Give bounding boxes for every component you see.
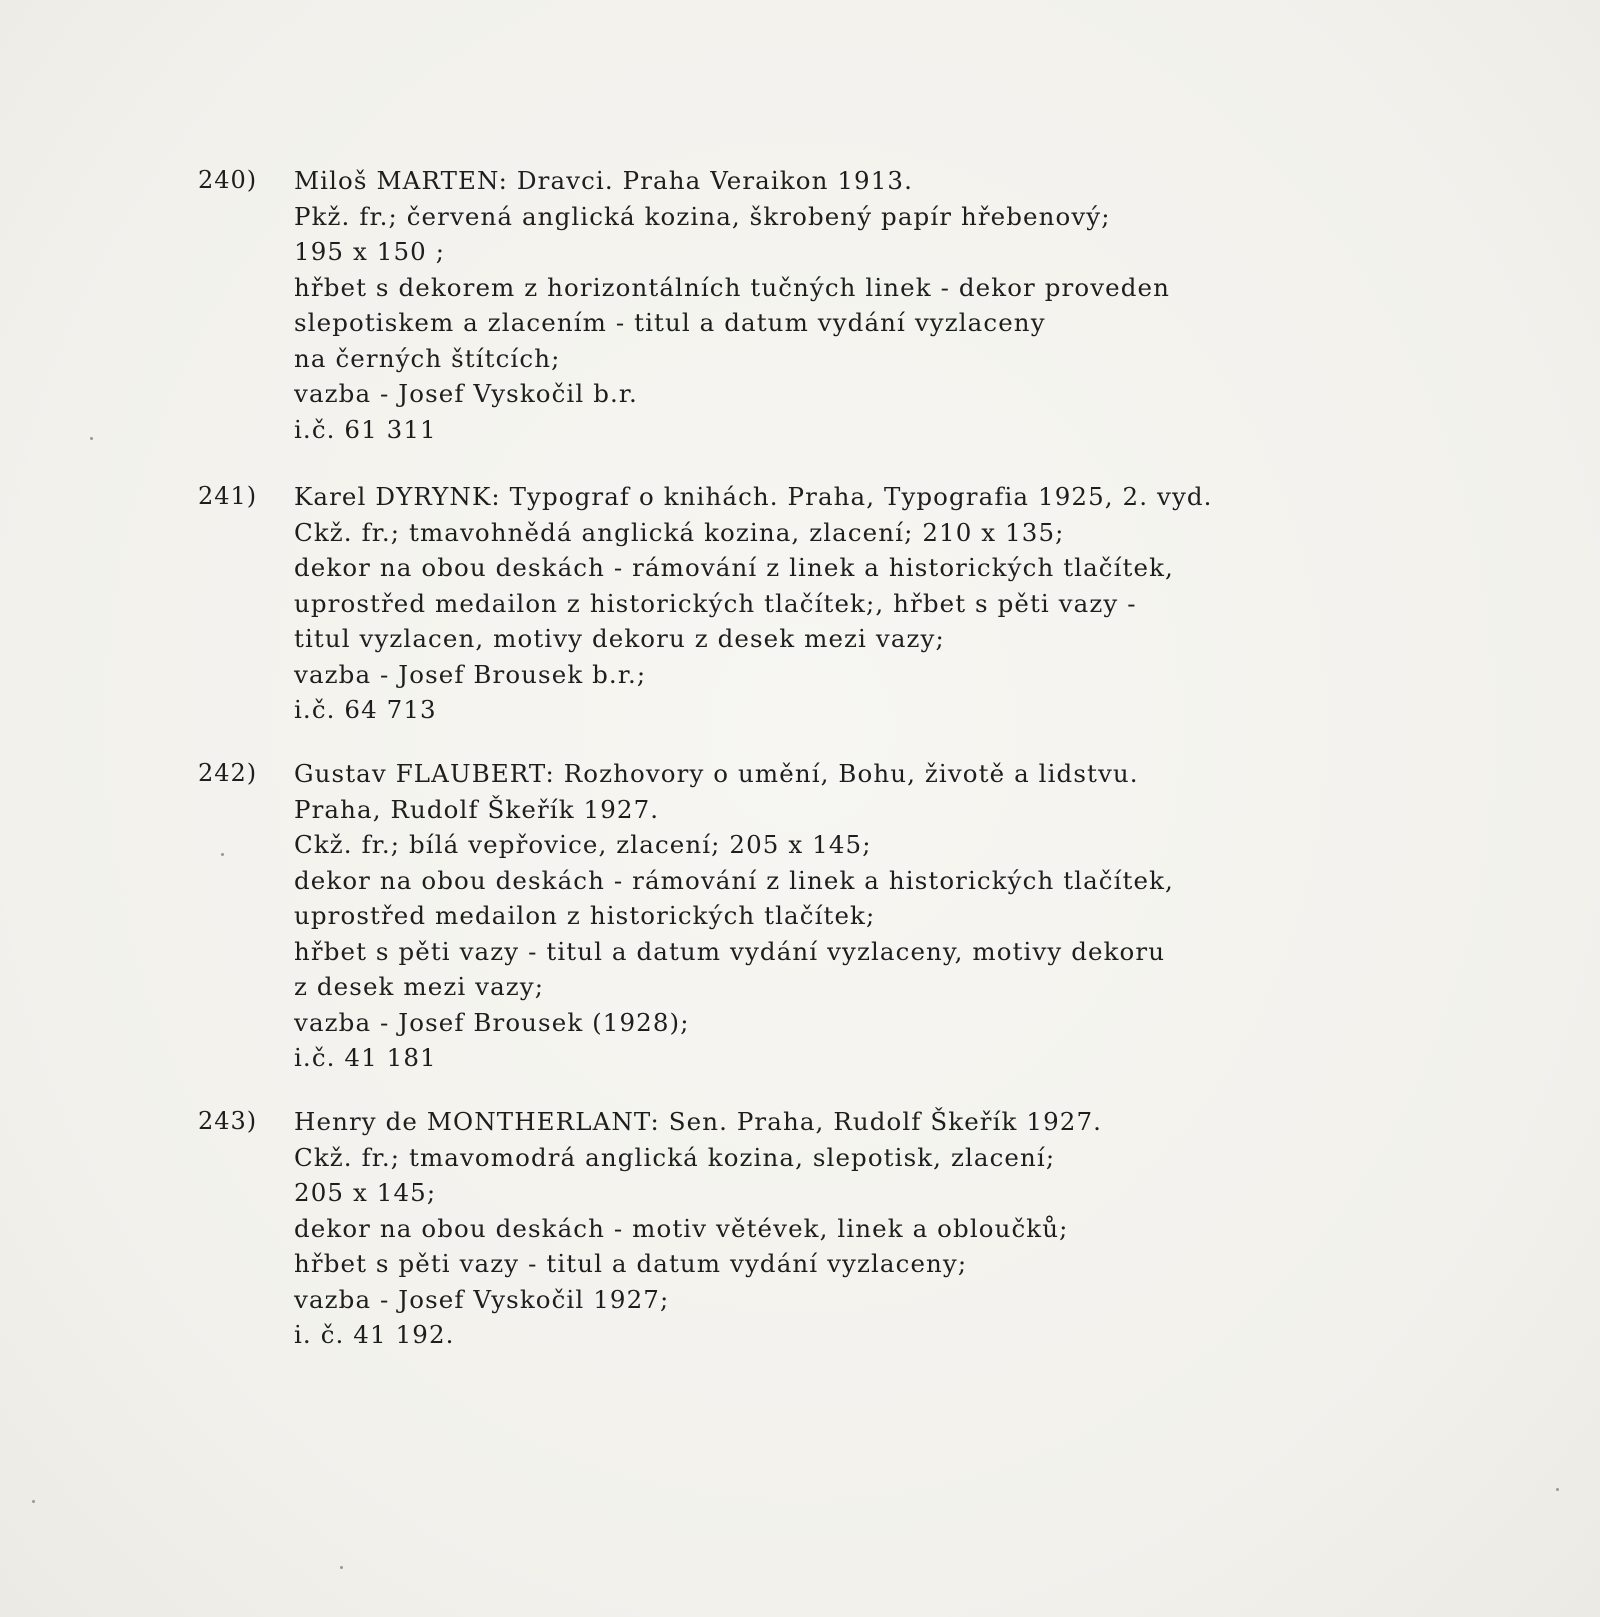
paper-speck [32, 1500, 35, 1503]
paper-speck [221, 853, 224, 856]
entry-line: uprostřed medailon z historických tlačítek; [294, 901, 876, 930]
entry-number: 243) [198, 1107, 258, 1135]
entry-text [294, 479, 1434, 728]
entry-line: Praha, Rudolf Škeřík 1927. [294, 794, 660, 824]
entry-title-line: Miloš MARTEN: Dravci. Praha Veraikon 1913. [294, 166, 914, 195]
entry-title-line: Henry de MONTHERLANT: Sen. Praha, Rudolf Škeřík 1927. [294, 1107, 1103, 1136]
entry-line: slepotiskem a zlacením - titul a datum vydání vyzlaceny [294, 308, 1046, 337]
entry-binder-line: vazba - Josef Vyskočil b.r. [294, 379, 638, 408]
entry-line: titul vyzlacen, motivy dekoru z desek mezi vazy; [294, 624, 945, 653]
entry-line: Ckž. fr.; bílá vepřovice, zlacení; 205 x 145; [294, 830, 872, 859]
entry-line: hřbet s pěti vazy - titul a datum vydání vyzlaceny, motivy dekoru [294, 936, 1166, 966]
entry-line: dekor na obou deskách - rámování z linek a historických tlačítek, [294, 553, 1174, 582]
entry-binder-line: vazba - Josef Brousek b.r.; [294, 659, 647, 689]
paper-speck [340, 1566, 343, 1569]
entry-title-line: Karel DYRYNK: Typograf o knihách. Praha, Typografia 1925, 2. vyd. [294, 482, 1213, 511]
entry-line: Ckž. fr.; tmavomodrá anglická kozina, slepotisk, zlacení; [294, 1142, 1056, 1172]
entry-line: dekor na obou deskách - motiv větévek, linek a obloučků; [294, 1213, 1069, 1243]
paper-speck [90, 437, 93, 440]
entry-inventory-number: i.č. 64 713 [294, 695, 437, 724]
entry-line: hřbet s pěti vazy - titul a datum vydání vyzlaceny; [294, 1249, 968, 1278]
entry-binder-line: vazba - Josef Vyskočil 1927; [294, 1284, 670, 1314]
entry-title-line: Gustav FLAUBERT: Rozhovory o umění, Bohu, životě a lidstvu. [294, 759, 1139, 788]
entry-inventory-number: i.č. 61 311 [294, 414, 437, 444]
entry-text [294, 163, 1434, 447]
entry-number: 240) [198, 166, 258, 194]
paper-speck [1556, 1488, 1559, 1491]
entry-line: 195 x 150 ; [294, 237, 446, 266]
entry-line: na černých štítcích; [294, 343, 561, 373]
entry-inventory-number: i.č. 41 181 [294, 1043, 437, 1072]
entry-number: 242) [198, 759, 258, 787]
entry-line: uprostřed medailon z historických tlačítek;, hřbet s pěti vazy - [294, 588, 1137, 618]
entry-line: dekor na obou deskách - rámování z linek a historických tlačítek, [294, 865, 1174, 895]
entry-line: Pkž. fr.; červená anglická kozina, škrobený papír hřebenový; [294, 201, 1111, 231]
entry-number: 241) [198, 482, 258, 510]
entry-line: z desek mezi vazy; [294, 972, 545, 1001]
entry-inventory-number: i. č. 41 192. [294, 1320, 455, 1349]
entry-line: 205 x 145; [294, 1178, 437, 1207]
entry-text [294, 756, 1434, 1076]
entry-line: Ckž. fr.; tmavohnědá anglická kozina, zlacení; 210 x 135; [294, 517, 1065, 547]
entry-line: hřbet s dekorem z horizontálních tučných linek - dekor proveden [294, 272, 1171, 302]
entry-text [294, 1104, 1434, 1353]
entry-binder-line: vazba - Josef Brousek (1928); [294, 1007, 690, 1037]
